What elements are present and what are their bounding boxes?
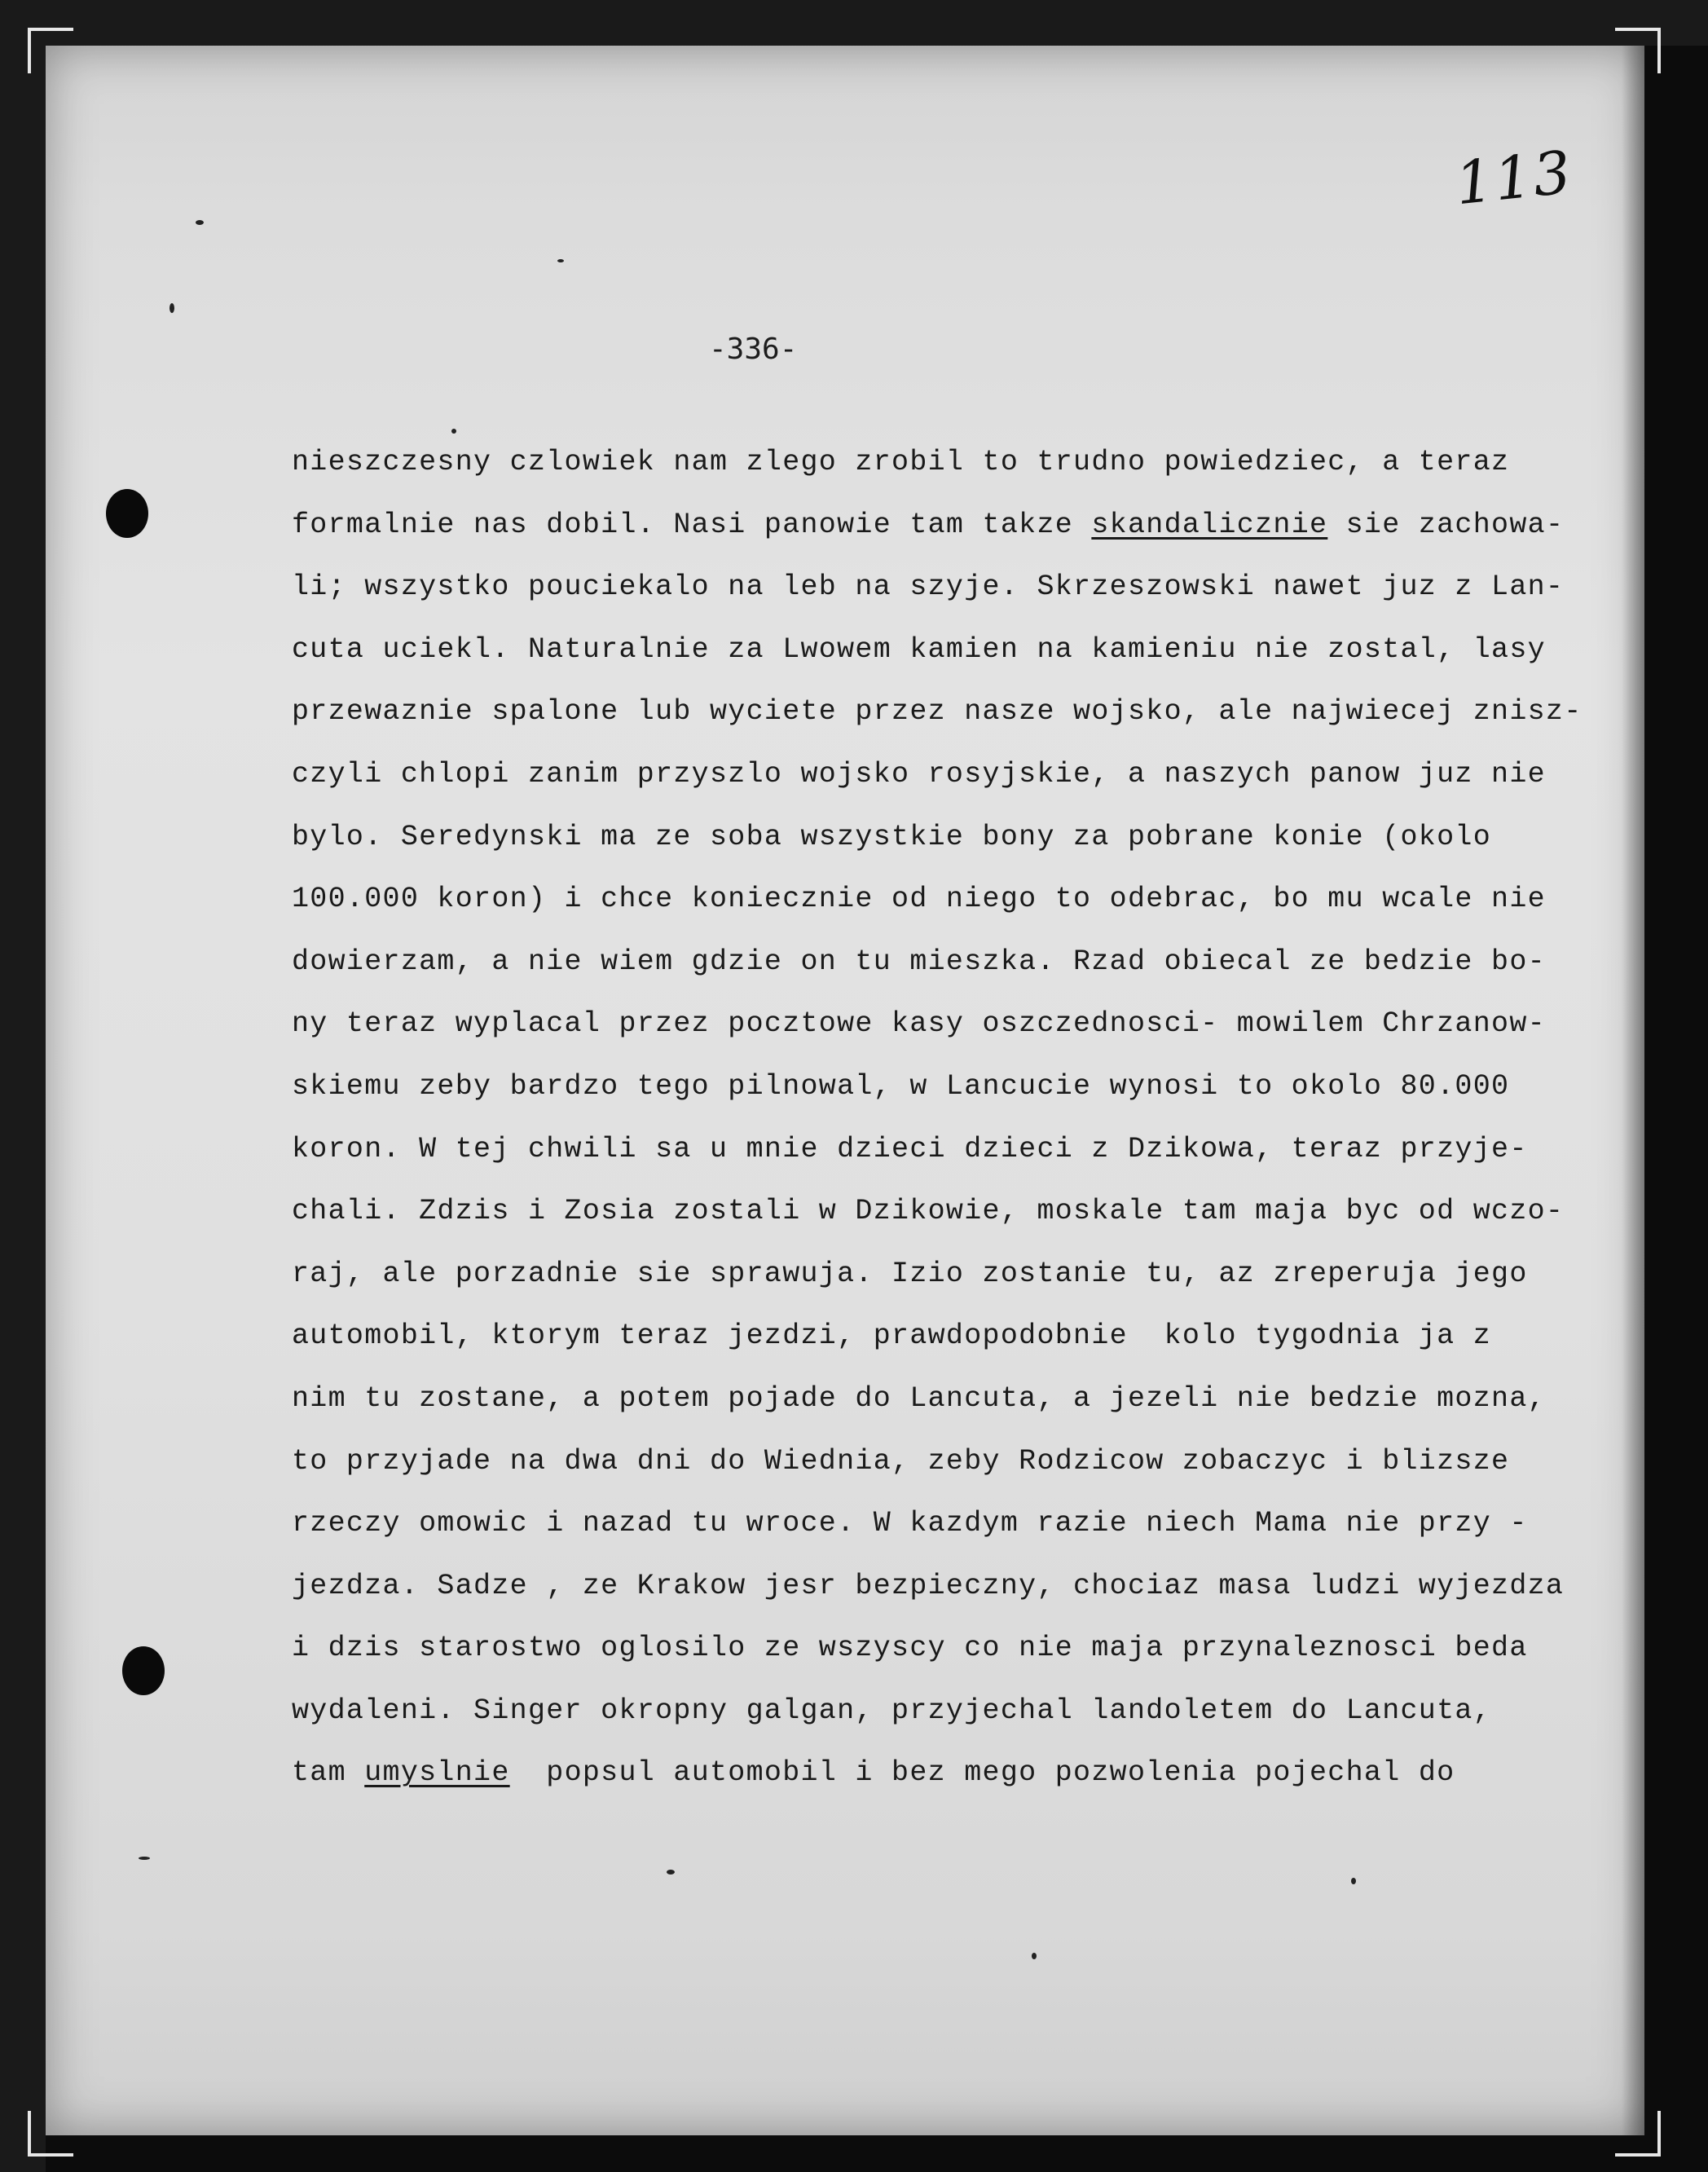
- text-line: [292, 1008, 1644, 1039]
- text-segment: formalnie nas dobil. Nasi panowie tam takze: [292, 508, 1092, 541]
- text-line: [292, 1134, 1644, 1165]
- text-line: [292, 759, 1644, 790]
- text-line: [292, 1071, 1644, 1102]
- text-segment: jezdza. Sadze , ze Krakow jesr bezpieczny, chociaz masa ludzi wyjezdza: [292, 1569, 1565, 1602]
- corner-mark-top-right-h: [1615, 28, 1661, 31]
- corner-mark-top-right: [1657, 28, 1661, 73]
- text-segment: nieszczesny czlowiek nam zlego zrobil to trudno powiedziec, a teraz: [292, 446, 1510, 478]
- text-line: [292, 1258, 1644, 1289]
- text-segment: rzeczy omowic i nazad tu wroce. W kazdym razie niech Mama nie przy -: [292, 1507, 1528, 1540]
- text-segment: ny teraz wyplacal przez pocztowe kasy oszczednosci- mowilem Chrzanow-: [292, 1007, 1546, 1041]
- text-line: [292, 1196, 1644, 1227]
- scan-speck: [557, 259, 564, 262]
- text-segment: automobil, ktorym teraz jezdzi, prawdopodobnie kolo tygodnia ja z: [292, 1320, 1492, 1353]
- document-page: [46, 46, 1644, 2135]
- scan-speck: [1032, 1953, 1037, 1959]
- corner-mark-top-left: [28, 28, 31, 73]
- corner-mark-bottom-right: [1657, 2111, 1661, 2157]
- text-segment: przewaznie spalone lub wyciete przez nasze wojsko, ale najwiecej znisz-: [292, 695, 1583, 729]
- text-line: [292, 571, 1644, 602]
- text-segment: raj, ale porzadnie sie sprawuja. Izio zostanie tu, az zreperuja jego: [292, 1257, 1528, 1290]
- handwritten-folio-number: 113: [1452, 137, 1576, 218]
- text-line: [292, 1383, 1644, 1414]
- corner-mark-top-left-h: [28, 28, 73, 31]
- text-segment: popsul automobil i bez mego pozwolenia pojechal do: [509, 1756, 1455, 1790]
- text-segment: czyli chlopi zanim przyszlo wojsko rosyjskie, a naszych panow juz nie: [292, 757, 1546, 791]
- punch-hole-lower: [122, 1646, 165, 1695]
- text-line: [292, 1632, 1644, 1663]
- text-segment: chali. Zdzis i Zosia zostali w Dzikowie, moskale tam maja byc od wczo-: [292, 1195, 1565, 1228]
- text-line: [292, 1320, 1644, 1351]
- scan-speck: [451, 429, 456, 434]
- text-line: [292, 509, 1644, 540]
- text-segment: cuta uciekl. Naturalnie za Lwowem kamien na kamieniu nie zostal, lasy: [292, 632, 1546, 666]
- text-line: [292, 822, 1644, 852]
- scan-speck: [667, 1870, 675, 1875]
- text-line: [292, 696, 1644, 727]
- text-line: [292, 1757, 1644, 1788]
- text-segment: dowierzam, a nie wiem gdzie on tu mieszka. Rzad obiecal ze bedzie bo-: [292, 945, 1546, 978]
- corner-mark-bottom-right-h: [1615, 2153, 1661, 2157]
- text-segment: li; wszystko pouciekalo na leb na szyje. Skrzeszowski nawet juz z Lan-: [292, 571, 1565, 604]
- text-line: [292, 883, 1644, 914]
- scan-speck: [139, 1857, 150, 1860]
- corner-mark-bottom-left-h: [28, 2153, 73, 2157]
- text-segment: bylo. Seredynski ma ze soba wszystkie bony za pobrane konie (okolo: [292, 820, 1492, 853]
- underlined-word: umyslnie: [364, 1756, 510, 1790]
- text-line: [292, 634, 1644, 665]
- punch-hole-upper: [106, 489, 148, 538]
- scan-speck: [169, 303, 174, 313]
- text-segment: 100.000 koron) i chce koniecznie od niego to odebrac, bo mu wcale nie: [292, 883, 1546, 916]
- corner-mark-bottom-left: [28, 2111, 31, 2157]
- text-line: [292, 946, 1644, 977]
- text-line: [292, 1508, 1644, 1539]
- text-segment: koron. W tej chwili sa u mnie dzieci dzieci z Dzikowa, teraz przyje-: [292, 1132, 1528, 1165]
- text-line: [292, 1571, 1644, 1601]
- scan-speck: [196, 220, 204, 225]
- letter-body: [292, 447, 1644, 1820]
- text-line: [292, 1695, 1644, 1726]
- page-number: -336-: [709, 333, 798, 366]
- text-segment: nim tu zostane, a potem pojade do Lancuta, a jezeli nie bedzie mozna,: [292, 1381, 1546, 1415]
- scan-speck: [1351, 1878, 1356, 1884]
- text-segment: i dzis starostwo oglosilo ze wszyscy co nie maja przynaleznosci beda: [292, 1632, 1528, 1665]
- underlined-word: skandalicznie: [1091, 508, 1328, 541]
- film-border-top: [0, 0, 1708, 46]
- film-border-left: [0, 0, 46, 2172]
- text-segment: wydaleni. Singer okropny galgan, przyjechal landoletem do Lancuta,: [292, 1694, 1492, 1727]
- text-segment: skiemu zeby bardzo tego pilnowal, w Lancucie wynosi to okolo 80.000: [292, 1069, 1510, 1103]
- text-segment: sie zachowa-: [1327, 508, 1565, 541]
- text-line: [292, 1446, 1644, 1477]
- text-segment: tam: [292, 1756, 365, 1790]
- text-segment: to przyjade na dwa dni do Wiednia, zeby Rodzicow zobaczyc i blizsze: [292, 1444, 1510, 1478]
- text-line: [292, 447, 1644, 478]
